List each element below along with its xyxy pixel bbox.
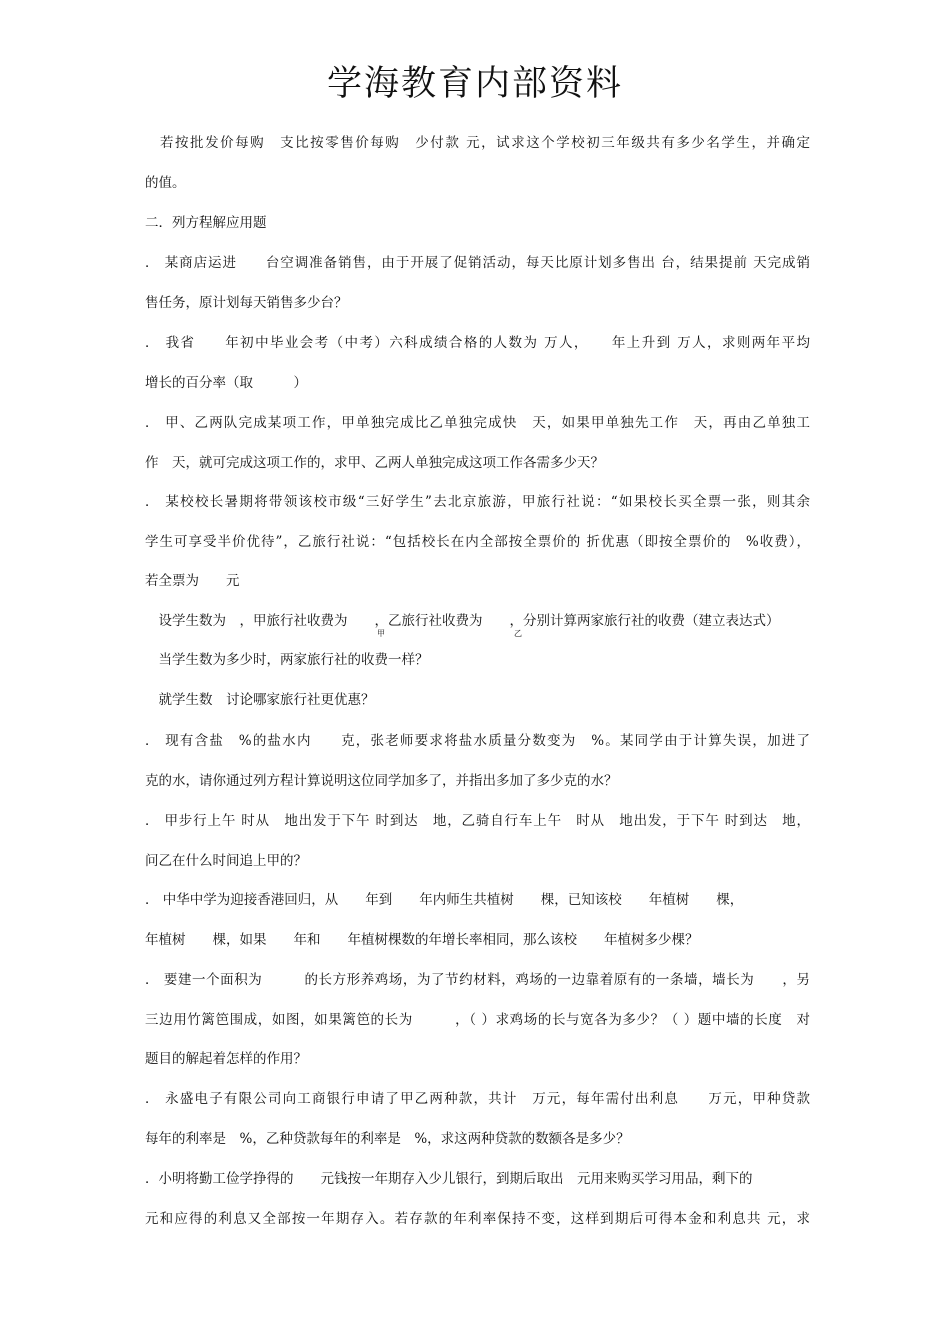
question-1-line: ． 某商店运进 台空调准备销售，由于开展了促销活动，每天比原计划多售出 台，结果提前 天完成销 <box>145 255 810 271</box>
subscript-jia: 甲 <box>377 629 385 638</box>
question-9-line: 每年的利率是 %，乙种贷款每年的利率是 %，求这两种贷款的数额各是多少？ <box>145 1131 630 1147</box>
question-10-line: 元和应得的利息又全部按一年期存入。若存款的年利率保持不变，这样到期后可得本金和利息共 元，求 <box>145 1211 810 1227</box>
question-4-part-2: 当学生数为多少时，两家旅行社的收费一样？ <box>145 652 429 668</box>
question-3-line: 作 天，就可完成这项工作的，求甲、乙两人单独完成这项工作各需多少天？ <box>145 455 604 471</box>
question-4-part-1 <box>145 610 810 632</box>
question-6-line: ． 甲步行上午 时从 地出发于下午 时到达 地，乙骑自行车上午 时从 地出发，于下午 时到达 地， <box>145 813 810 829</box>
question-4-line: ． 某校校长暑期将带领该校市级“三好学生”去北京旅游，甲旅行社说：“如果校长买全票一张，则其余 <box>145 494 810 510</box>
question-1-line: 售任务，原计划每天销售多少台？ <box>145 295 348 311</box>
question-4-line: 学生可享受半价优待”，乙旅行社说：“包括校长在内全部按全票价的 折优惠（即按全票价的 %收费）， <box>145 534 810 550</box>
question-7-line: 年植树 棵，如果 年和 年植树棵数的年增长率相同，那么该校 年植树多少棵？ <box>145 932 699 948</box>
question-8-line: 题目的解起着怎样的作用？ <box>145 1051 307 1067</box>
question-7-line: ． 中华中学为迎接香港回归，从 年到 年内师生共植树 棵，已知该校 年植树 棵， <box>145 892 744 908</box>
question-6-line: 问乙在什么时间追上甲的？ <box>145 853 307 869</box>
question-2-line: ． 我省 年初中毕业会考（中考）六科成绩合格的人数为 万人， 年上升到 万人，求则两年平均 <box>145 335 810 351</box>
question-10-line: ．小明将勤工俭学挣得的 元钱按一年期存入少儿银行，到期后取出 元用来购买学习用品，剩下的 <box>145 1171 753 1187</box>
question-8-line: ． 要建一个面积为 的长方形养鸡场，为了节约材料，鸡场的一边靠着原有的一条墙，墙长为 ，另 <box>145 972 810 988</box>
question-9-line: ． 永盛电子有限公司向工商银行申请了甲乙两种款，共计 万元，每年需付出利息 万元，甲种贷款 <box>145 1091 810 1107</box>
text-line: 的值。 <box>145 175 186 191</box>
question-2-line: 增长的百分率（取 ） <box>145 375 307 391</box>
question-4-part-3: 就学生数 讨论哪家旅行社更优惠？ <box>145 692 375 708</box>
text-line: 若按批发价每购 支比按零售价每购 少付款 元，试求这个学校初三年级共有多少名学生，并确定 <box>145 135 810 151</box>
question-8-line: 三边用竹篱笆围成，如图，如果篱笆的长为 ，（ ）求鸡场的长与宽各为多少？（ ）题中墙的长度 对 <box>145 1012 810 1028</box>
question-5-line: ． 现有含盐 %的盐水内 克，张老师要求将盐水质量分数变为 %。某同学由于计算失误，加进了 <box>145 733 810 749</box>
question-3-line: ． 甲、乙两队完成某项工作，甲单独完成比乙单独完成快 天，如果甲单独先工作 天，再由乙单独工 <box>145 415 810 431</box>
subscript-yi: 乙 <box>514 629 522 638</box>
part-1-text: 设学生数为 ，甲旅行社收费为 ，乙旅行社收费为 ，分别计算两家旅行社的收费（建立表达式） <box>145 613 780 629</box>
section-heading: 二．列方程解应用题 <box>145 215 267 231</box>
page-title: 学海教育内部资料 <box>326 64 623 104</box>
question-5-line: 克的水，请你通过列方程计算说明这位同学加多了，并指出多加了多少克的水？ <box>145 773 618 789</box>
question-4-line: 若全票为 元 <box>145 573 240 589</box>
